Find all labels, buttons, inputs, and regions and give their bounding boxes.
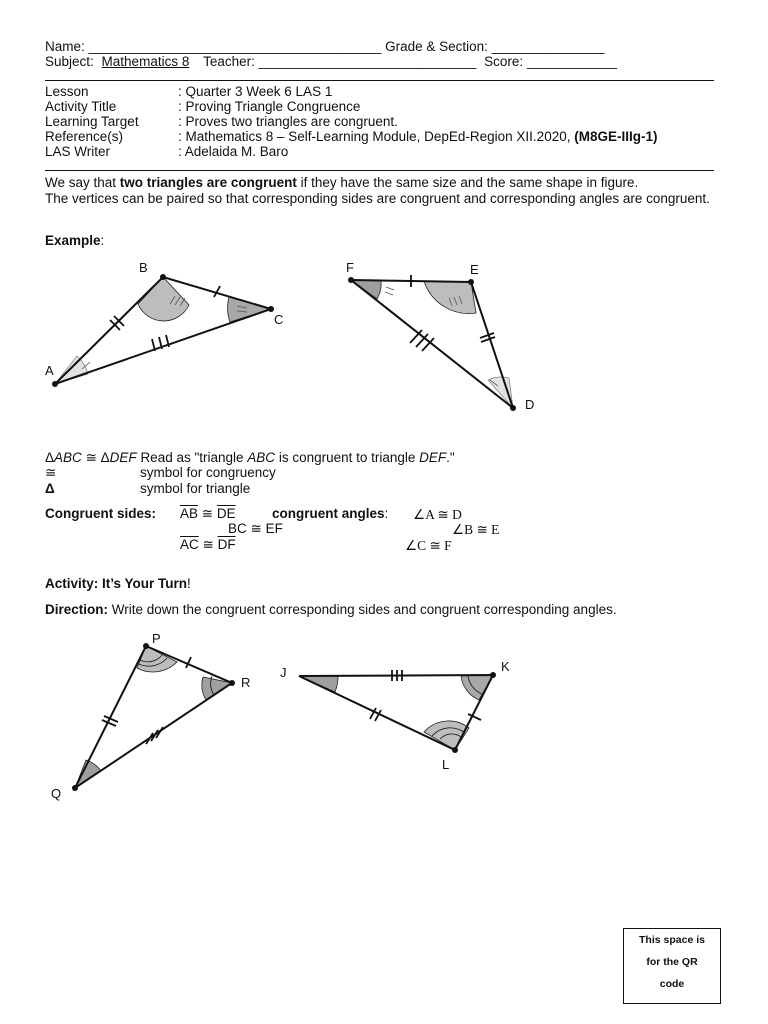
header-divider — [45, 80, 714, 81]
vertex-f — [348, 277, 354, 283]
triangle-abc-name: ABC — [54, 450, 82, 465]
label-k: K — [501, 659, 510, 674]
angle-pair-1: ∠A ≅ D — [413, 507, 462, 522]
angle-b-arc — [138, 277, 189, 321]
label-p: P — [152, 631, 161, 646]
direction-label: Direction: — [45, 602, 109, 617]
score-label: Score: — [484, 54, 524, 69]
intro-text: We say that — [45, 175, 120, 190]
triangle-def-name: DEF — [109, 450, 137, 465]
direction-line — [45, 602, 617, 617]
label-e: E — [470, 262, 479, 277]
vertex-p — [143, 643, 149, 649]
info-value-writer: : Adelaida M. Baro — [178, 144, 289, 159]
activity-title-end: ! — [187, 576, 191, 591]
tri-symbol-desc: symbol for triangle — [140, 481, 251, 496]
delta-symbol: Δ — [100, 450, 110, 465]
label-a: A — [45, 363, 54, 378]
example-figure — [0, 250, 768, 420]
competency-code: (M8GE-IIIg-1) — [574, 129, 658, 144]
vertex-a — [52, 381, 58, 387]
angle-pair-3: ∠C ≅ F — [405, 538, 452, 553]
name-blank[interactable]: _______________________________________ — [88, 39, 382, 54]
congruent-symbol: ≅ — [202, 537, 214, 552]
read-as-text: is congruent to triangle — [275, 450, 420, 465]
cong-symbol-desc: symbol for congruency — [140, 465, 276, 480]
vertex-l — [452, 747, 458, 753]
qr-text-line-2: for the QR — [646, 956, 698, 968]
grade-blank[interactable]: _______________ — [491, 39, 605, 54]
vertex-k — [490, 672, 496, 678]
intro-bold-term: two triangles are congruent — [119, 175, 297, 190]
vertex-r — [229, 680, 235, 686]
info-label-reference: Reference(s) — [45, 129, 124, 144]
triangle-abc — [45, 260, 283, 387]
activity-title — [45, 576, 191, 591]
triangle-def-outline — [351, 280, 513, 408]
subject-label: Subject: — [45, 54, 94, 69]
triangle-def — [346, 260, 534, 412]
angle-e-arc — [424, 281, 476, 314]
reference-text: : Mathematics 8 – Self-Learning Module, DepEd-Region XII.2020, — [178, 129, 571, 144]
label-j: J — [280, 665, 287, 680]
activity-title-text: Activity: It’s Your Turn — [45, 576, 188, 591]
angle-c-arc — [228, 297, 271, 322]
example-colon: : — [100, 233, 105, 248]
info-value-target: : Proves two triangles are congruent. — [178, 114, 398, 129]
congruence-statement — [45, 450, 455, 466]
info-label-writer: LAS Writer — [45, 144, 111, 159]
info-value-lesson: : Quarter 3 Week 6 LAS 1 — [178, 84, 333, 99]
qr-text-line-1: This space is — [639, 934, 705, 946]
direction-text: Write down the congruent corresponding sides and congruent corresponding angles. — [108, 602, 617, 617]
vertex-b — [160, 274, 166, 280]
triangle-pqr — [51, 631, 250, 801]
cong-symbol-legend: ≅ — [45, 465, 57, 480]
congruent-symbol: ≅ — [201, 506, 214, 521]
congruent-symbol: ≅ — [85, 450, 97, 465]
score-blank[interactable]: ____________ — [526, 54, 618, 69]
delta-symbol: Δ — [45, 450, 55, 465]
teacher-blank[interactable]: _____________________________ — [258, 54, 477, 69]
read-as-text: ." — [446, 450, 455, 465]
label-l: L — [442, 757, 450, 772]
triangle-abc-name: ABC — [247, 450, 276, 465]
intro-paragraph — [45, 175, 717, 207]
info-value-reference — [178, 129, 658, 144]
info-label-target: Learning Target — [45, 114, 139, 129]
angle-k-arc — [461, 675, 493, 700]
grade-label: Grade & Section: — [385, 39, 488, 54]
read-as-text: Read as "triangle — [140, 450, 248, 465]
triangle-def-name: DEF — [419, 450, 447, 465]
teacher-label: Teacher: — [203, 54, 255, 69]
qr-code-placeholder — [623, 928, 721, 1004]
info-value-activity: : Proving Triangle Congruence — [178, 99, 361, 114]
congruent-angles-label: congruent angles — [272, 506, 385, 521]
side-pair-2: BC ≅ EF — [228, 521, 283, 536]
intro-text-end: if they have the same size and the same shape in figure. — [296, 175, 639, 190]
name-line — [45, 39, 604, 54]
vertex-q — [72, 785, 78, 791]
example-heading — [45, 233, 104, 248]
name-label: Name: — [45, 39, 85, 54]
label-r: R — [241, 675, 251, 690]
side-pair-1 — [180, 506, 236, 522]
side-de: $\overline{DE}$ — [216, 506, 236, 521]
info-divider — [45, 170, 714, 171]
subject-line — [45, 54, 617, 69]
label-q: Q — [51, 786, 62, 801]
label-f: F — [346, 260, 354, 275]
side-pair-3 — [180, 537, 236, 553]
activity-figure — [0, 620, 768, 810]
congruent-angles-heading — [272, 506, 388, 521]
label-b: B — [139, 260, 148, 275]
intro-line-1 — [45, 175, 717, 191]
triangle-jkl — [280, 659, 510, 772]
info-label-activity: Activity Title — [45, 99, 117, 114]
subject-value: Mathematics 8 — [101, 54, 190, 69]
side-df: $\overline{DF}$ — [217, 537, 236, 552]
example-label: Example — [45, 233, 101, 248]
tri-symbol-legend: Δ — [45, 481, 55, 496]
label-d: D — [525, 397, 535, 412]
intro-line-2: The vertices can be paired so that corresponding sides are congruent and corresponding angles are congruent. — [45, 191, 710, 206]
side-ac: $\overline{AC}$ — [180, 537, 199, 552]
angle-pair-2: ∠B ≅ E — [452, 522, 500, 537]
info-label-lesson: Lesson — [45, 84, 89, 99]
vertex-e — [468, 279, 474, 285]
label-c: C — [274, 312, 284, 327]
congruent-angles-colon: : — [384, 506, 389, 521]
side-ab: $\overline{AB}$ — [180, 506, 199, 521]
congruent-sides-label: Congruent sides: — [45, 506, 157, 521]
vertex-d — [510, 405, 516, 411]
qr-text-line-3: code — [659, 978, 685, 990]
